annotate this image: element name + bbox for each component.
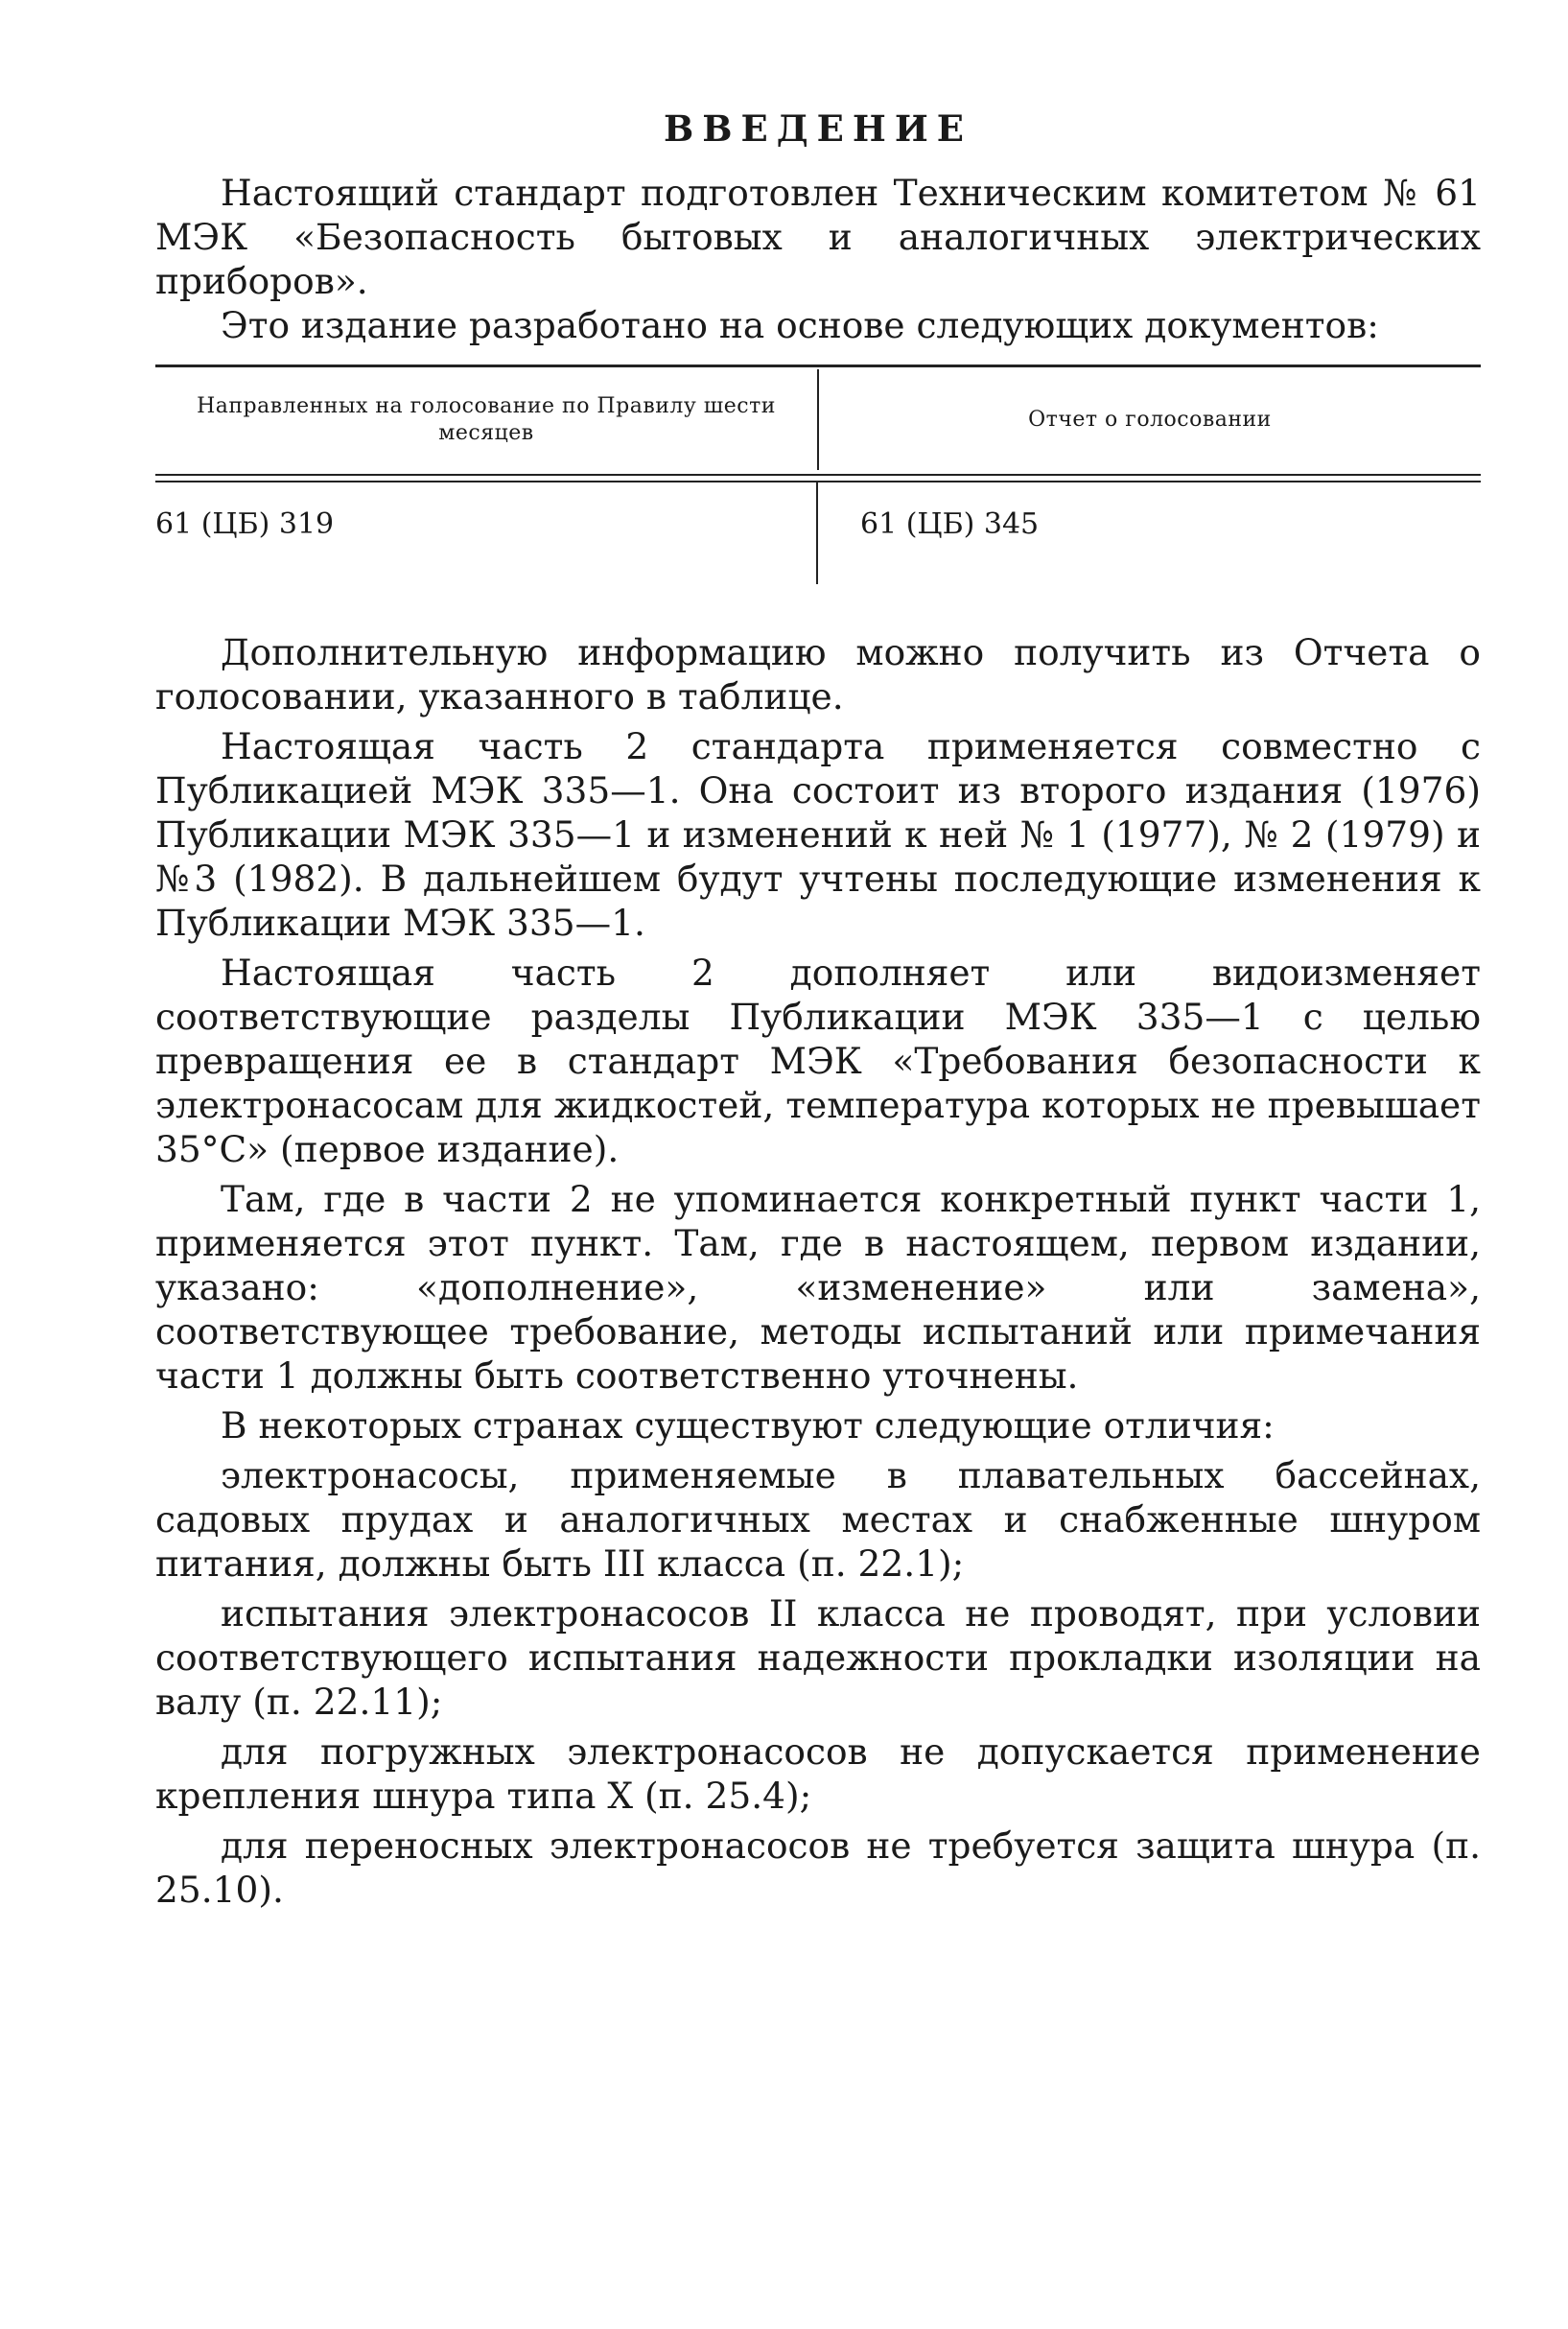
list-item: испытания электронасосов II класса не проводят, при условии соответствующего испытания надежности прокладки изоляции на валу (п. 22.11);	[155, 1592, 1481, 1723]
body-paragraph: Настоящая часть 2 стандарта применяется совместно с Публикацией МЭК 335—1. Она состоит из второго издания (1976) Публикации МЭК 335—1 и изменений к ней № 1 (1977), № 2 (1979) и №3 (1982). В дальнейшем будут учтены последующие изменения к Публикации МЭК 335—1.	[155, 725, 1481, 944]
body-paragraph: В некоторых странах существуют следующие отличия:	[221, 1404, 1275, 1447]
table-cell: 61 (ЦБ) 319	[155, 482, 818, 584]
list-item: для переносных электронасосов не требуется защита шнура (п. 25.10).	[155, 1824, 1481, 1911]
table-top-rule	[155, 365, 1481, 367]
table-header-cell: Отчет о голосовании	[1028, 407, 1272, 432]
list-item: электронасосы, применяемые в плавательных бассейнах, садовых прудах и аналогичных местах и снабженные шнуром питания, должны быть III класса (п. 22.1);	[155, 1454, 1481, 1585]
table-header-row	[155, 369, 1481, 470]
table-cell: 61 (ЦБ) 345	[860, 507, 1040, 541]
voting-table	[155, 365, 1481, 584]
table-row	[155, 482, 1481, 584]
intro-paragraph-2: Это издание разработано на основе следующих документов:	[221, 304, 1379, 346]
table-divider-rule	[155, 474, 1481, 476]
list-item: для погружных электронасосов не допускается применение крепления шнура типа X (п. 25.4);	[155, 1730, 1481, 1817]
body-paragraph: Дополнительную информацию можно получить из Отчета о голосовании, указанного в таблице.	[155, 631, 1481, 718]
page-title: ВВЕДЕНИЕ	[664, 107, 972, 150]
body-paragraph: Настоящая часть 2 дополняет или видоизменяет соответствующие разделы Публикации МЭК 335—1 с целью превращения ее в стандарт МЭК «Требования безопасности к электронасосам для жидкостей, температура которых не превышает 35°С» (первое издание).	[155, 952, 1481, 1170]
intro-paragraph-1: Настоящий стандарт подготовлен Техническим комитетом № 61 МЭК «Безопасность бытовых и аналогичных электрических приборов».	[155, 172, 1481, 302]
document-page	[155, 107, 1481, 1917]
body-paragraph: Там, где в части 2 не упоминается конкретный пункт части 1, применяется этот пункт. Там, где в настоящем, первом издании, указано: «дополнение», «изменение» или замена», соответствующее требование, методы испытаний или примечания части 1 должны быть соответственно уточнены.	[155, 1178, 1481, 1397]
table-header-cell: Направленных на голосование по Правилу шести месяцев	[155, 369, 819, 470]
